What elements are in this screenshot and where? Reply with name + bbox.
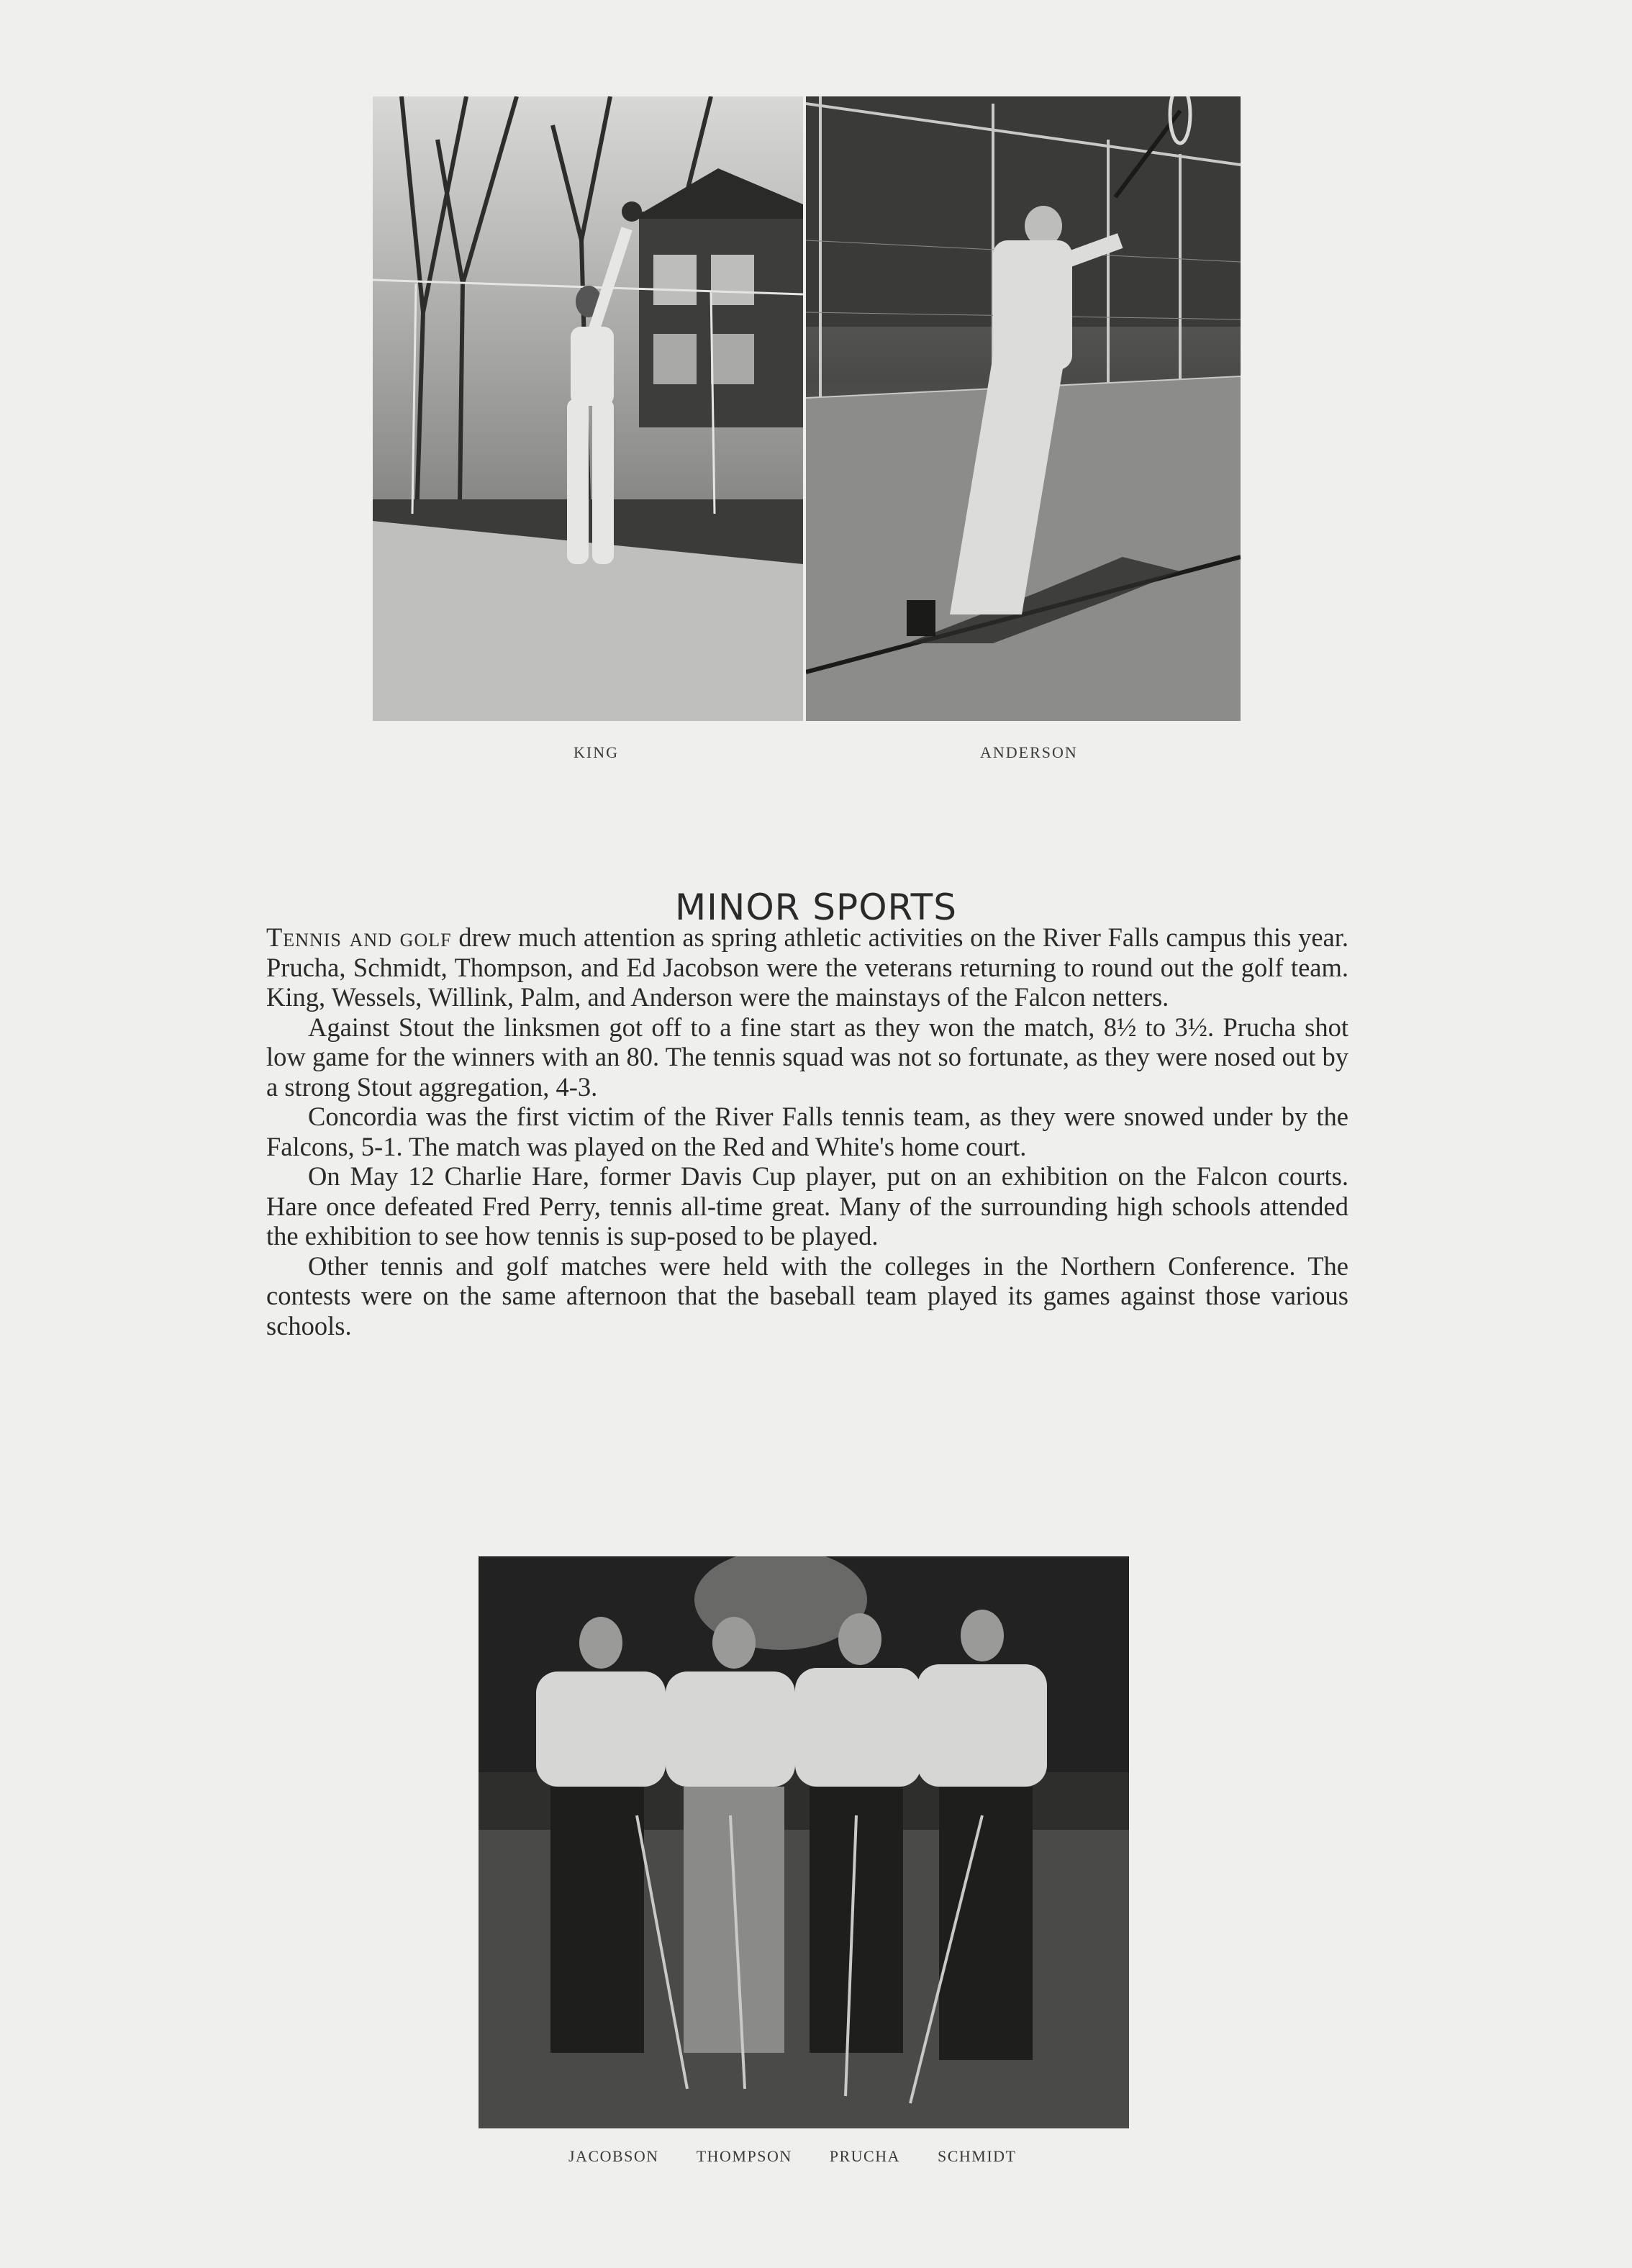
paragraph-1-text: drew much attention as spring athletic activities on the River Falls campus this year. Prucha, Schmidt, Thompson, and Ed Jacobson were the veterans returning to round out the golf team. King, Wessels, Willink, Palm, and Anderson were the mainstays of the Falcon netters.: [266, 922, 1348, 1012]
lead-smallcaps: Tennis and golf: [266, 922, 452, 952]
caption-thompson: THOMPSON: [696, 2147, 792, 2165]
article-title: MINOR SPORTS: [675, 886, 957, 928]
paragraph-4: On May 12 Charlie Hare, former Davis Cup player, put on an exhibition on the Falcon courts. Hare once defeated Fred Perry, tennis all-time great. Many of the surrounding high schools attended the exhibition to see how tennis is sup-posed to be played.: [266, 1161, 1348, 1251]
paragraph-2: Against Stout the linksmen got off to a fine start as they won the match, 8½ to 3½. Prucha shot low game for the winners with an 80. The tennis squad was not so fortunate, as they were nosed out by a strong Stout aggregation, 4-3.: [266, 1012, 1348, 1102]
photo-king: [373, 96, 803, 721]
golf-captions: [568, 2147, 1017, 2166]
photo-golf-team: [479, 1556, 1129, 2128]
tennis-photos: [373, 96, 1241, 721]
caption-schmidt: SCHMIDT: [937, 2147, 1017, 2165]
caption-king: KING: [574, 743, 619, 761]
paragraph-1: [266, 922, 1348, 1012]
paragraph-3: Concordia was the first victim of the River Falls tennis team, as they were snowed under by the Falcons, 5-1. The match was played on the Red and White's home court.: [266, 1102, 1348, 1161]
paragraph-5: Other tennis and golf matches were held with the colleges in the Northern Conference. The contests were on the same afternoon that the baseball team played its games against those various schools.: [266, 1251, 1348, 1341]
caption-jacobson: JACOBSON: [568, 2147, 659, 2165]
caption-anderson: ANDERSON: [980, 743, 1078, 761]
caption-prucha: PRUCHA: [829, 2147, 900, 2165]
photo-anderson: [806, 96, 1241, 721]
article-body: [266, 922, 1348, 1341]
